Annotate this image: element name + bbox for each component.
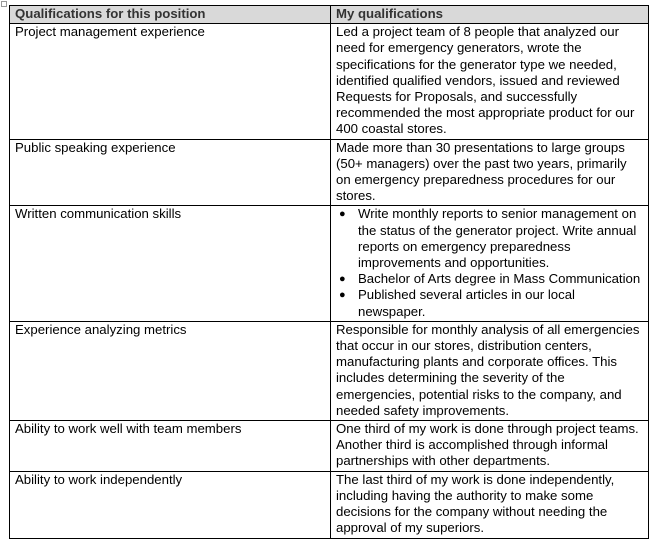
list-item-text: Published several articles in our local newspaper.	[358, 287, 575, 319]
table-row	[10, 421, 649, 472]
list-item-text: Write monthly reports to senior management on the status of the generator project. Write annual reports on emergency preparedness improvements and opportunities.	[358, 206, 637, 271]
header-my-qualifications: My qualifications	[331, 6, 649, 24]
bullet-icon: ●	[339, 208, 346, 221]
qualification-cell: Made more than 30 presentations to large groups (50+ managers) over the past two years, primarily on emergency preparedness procedures for our stores.	[331, 139, 649, 206]
table-move-handle[interactable]	[1, 1, 7, 7]
table-row	[10, 24, 649, 139]
qualification-cell: One third of my work is done through project teams. Another third is accomplished through informal partnerships with other departments.	[331, 421, 649, 472]
list-item	[339, 287, 643, 319]
requirement-cell: Ability to work well with team members	[10, 421, 331, 472]
bullet-icon: ●	[339, 289, 346, 302]
qualifications-table	[9, 5, 649, 539]
qualifications-table-container	[9, 5, 648, 539]
table-row	[10, 471, 649, 538]
requirement-cell: Ability to work independently	[10, 471, 331, 538]
list-item	[339, 271, 643, 287]
requirement-cell: Experience analyzing metrics	[10, 321, 331, 420]
header-requirements: Qualifications for this position	[10, 6, 331, 24]
table-row	[10, 206, 649, 321]
list-item	[339, 206, 643, 271]
requirement-cell: Public speaking experience	[10, 139, 331, 206]
qualification-cell: The last third of my work is done independently, including having the authority to make some decisions for the company without needing the approval of my superiors.	[331, 471, 649, 538]
table-row	[10, 139, 649, 206]
bullet-icon: ●	[339, 273, 346, 286]
requirement-cell: Project management experience	[10, 24, 331, 139]
qualification-bullet-list	[336, 206, 643, 319]
qualification-cell: Responsible for monthly analysis of all emergencies that occur in our stores, distribution centers, manufacturing plants and corporate offices. This includes determining the severity of the emergencies, potential risks to the company, and needed safety improvements.	[331, 321, 649, 420]
requirement-cell: Written communication skills	[10, 206, 331, 321]
table-row	[10, 321, 649, 420]
qualification-cell: Led a project team of 8 people that analyzed our need for emergency generators, wrote the specifications for the generator type we needed, identified qualified vendors, issued and reviewed Requests for Proposals, and successfully recommended the most appropriate product for our 400 coastal stores.	[331, 24, 649, 139]
table-header-row	[10, 6, 649, 24]
qualification-cell	[331, 206, 649, 321]
list-item-text: Bachelor of Arts degree in Mass Communication	[358, 271, 641, 287]
